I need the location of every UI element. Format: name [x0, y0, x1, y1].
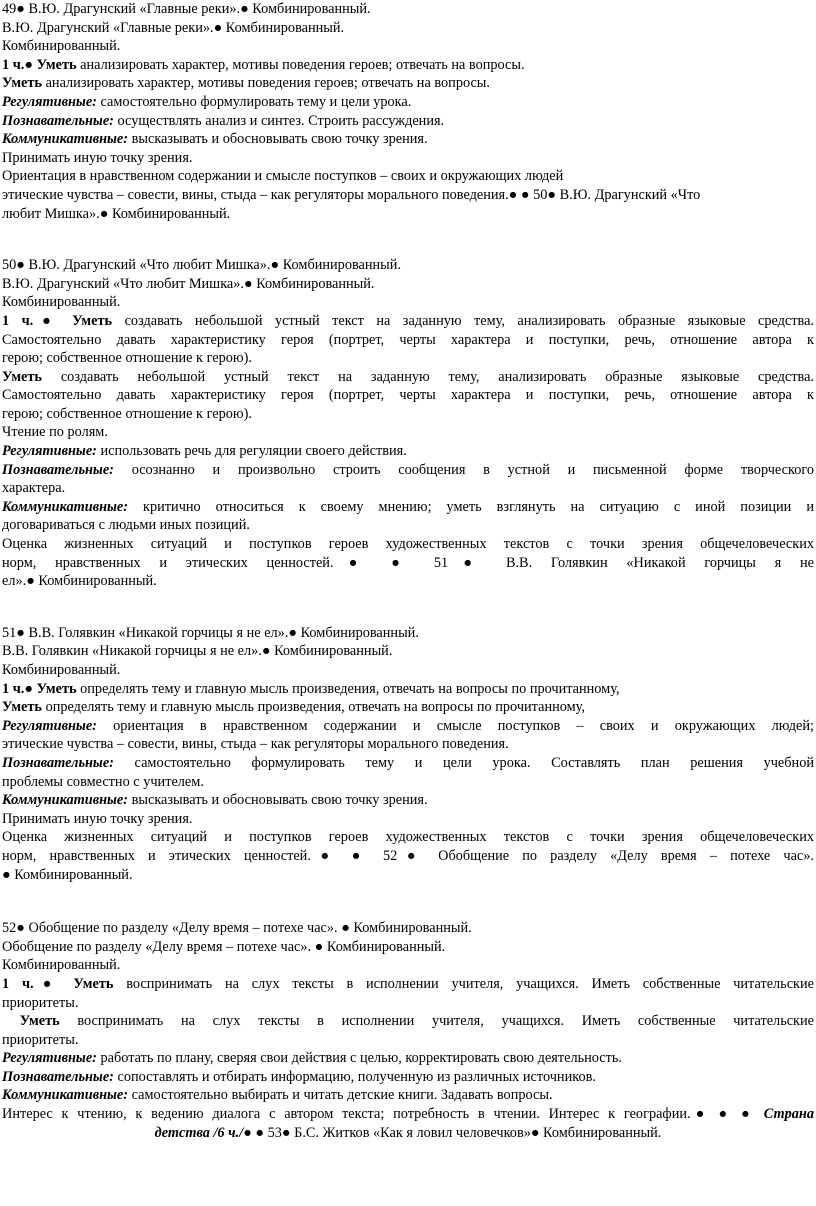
cognitive-line: [2, 112, 814, 131]
skills-text-cont: герою; собственное отношение к герою).: [2, 405, 252, 422]
personal-line: норм, нравственных и этических ценностей.● ● 52● Обобщение по разделу «Делу время – потехе час».: [2, 847, 814, 864]
skills-line-hours: [2, 680, 814, 699]
communicative-label: Коммуникативные:: [2, 498, 129, 515]
lesson-type: Комбинированный.: [2, 294, 121, 311]
cognitive-line: [2, 461, 814, 480]
personal-text: ● ● 53● Б.С. Житков «Как я ловил человечков»● Комбинированный.: [243, 1124, 662, 1141]
skills-line-hours: [2, 56, 814, 75]
skills-text-cont: приоритеты.: [2, 994, 79, 1011]
regulative-label: Регулятивные:: [2, 1050, 97, 1067]
regulative-text: использовать речь для регуляции своего действия.: [96, 443, 407, 460]
regulative-line: [2, 1049, 814, 1068]
skills-text: создавать небольшой устный текст на заданную тему, анализировать образные языковые средства.: [112, 312, 815, 329]
personal-line: ел».● Комбинированный.: [2, 573, 157, 590]
lesson-heading: 50● В.Ю. Драгунский «Что любит Мишка».● Комбинированный.: [2, 257, 402, 274]
regulative-line: [2, 93, 814, 112]
hours-label: 1 ч.● Уметь: [2, 312, 113, 329]
personal-line: Оценка жизненных ситуаций и поступков героев художественных текстов с точки зрения общечеловеческих: [2, 829, 814, 846]
cognitive-label: Познавательные:: [2, 1068, 114, 1085]
regulative-text: самостоятельно формулировать тему и цели урока.: [96, 93, 412, 110]
communicative-line: [2, 498, 814, 517]
next-section-title: детства /6 ч./: [154, 1124, 244, 1141]
lesson-type: Комбинированный.: [2, 38, 121, 55]
cognitive-line: [2, 1068, 814, 1087]
cognitive-line: [2, 754, 814, 773]
skills-text: определять тему и главную мысль произведения, отвечать на вопросы по прочитанному,: [42, 699, 585, 716]
spacer: [2, 223, 814, 256]
regulative-label: Регулятивные:: [2, 443, 97, 460]
personal-text: Интерес к чтению, к ведению диалога с автором текста; потребность в чтении. Интерес к географии.● ● ●: [2, 1106, 755, 1123]
skills-text-cont: герою; собственное отношение к герою).: [2, 350, 252, 367]
skills-line-hours: [2, 975, 814, 994]
personal-line: этические чувства – совести, вины, стыда – как регуляторы морального поведения.● ● 50● В.Ю. Драгунский «Что: [2, 186, 701, 203]
personal-line: [2, 1124, 814, 1143]
skills-text: создавать небольшой устный текст на заданную тему, анализировать образные языковые средства.: [42, 368, 814, 385]
personal-line: [2, 1105, 814, 1124]
skills-text-cont: приоритеты.: [2, 1031, 79, 1048]
lesson-title: Обобщение по разделу «Делу время – потехе час». ● Комбинированный.: [2, 938, 446, 955]
hours-label: 1 ч.● Уметь: [2, 56, 77, 73]
cognitive-text: осуществлять анализ и синтез. Строить рассуждения.: [113, 112, 445, 129]
skills-text-cont: Самостоятельно давать характеристику героя (портрет, черты характера и поступки, речь, отношение автора к: [2, 387, 814, 404]
skills-label: Уметь: [19, 1013, 60, 1030]
cognitive-text-cont: проблемы совместно с учителем.: [2, 773, 204, 790]
skills-text: воспринимать на слух тексты в исполнении учителя, учащихся. Иметь собственные читательские: [59, 1013, 815, 1030]
skills-line: [2, 698, 814, 717]
cognitive-text-cont: характера.: [2, 480, 66, 497]
skills-label: Уметь: [2, 368, 42, 385]
lesson-type: Комбинированный.: [2, 957, 121, 974]
skills-line-hours: [2, 312, 814, 331]
lesson-heading: 51● В.В. Голявкин «Никакой горчицы я не ел».● Комбинированный.: [2, 624, 419, 641]
skills-label: Уметь: [2, 699, 42, 716]
regulative-text: работать по плану, сверяя свои действия с целью, корректировать свою деятельность.: [96, 1050, 622, 1067]
spacer: [2, 884, 814, 919]
regulative-text-cont: этические чувства – совести, вины, стыда – как регуляторы морального поведения.: [2, 736, 509, 753]
communicative-label: Коммуникативные:: [2, 792, 129, 809]
cognitive-label: Познавательные:: [2, 112, 114, 129]
extra-line: Принимать иную точку зрения.: [2, 149, 193, 166]
lesson-heading: 49● В.Ю. Драгунский «Главные реки».● Комбинированный.: [2, 1, 371, 17]
spacer: [2, 591, 814, 624]
skills-text: воспринимать на слух тексты в исполнении учителя, учащихся. Иметь собственные читательские: [113, 975, 814, 992]
skills-text: анализировать характер, мотивы поведения героев; отвечать на вопросы.: [42, 75, 490, 92]
cognitive-text: осознанно и произвольно строить сообщения в устной и письменной форме творческого: [113, 461, 814, 478]
personal-line: ● Комбинированный.: [2, 866, 133, 883]
lesson-49: [2, 0, 814, 223]
regulative-line: [2, 442, 814, 461]
skills-text: анализировать характер, мотивы поведения героев; отвечать на вопросы.: [76, 56, 525, 73]
cognitive-label: Познавательные:: [2, 461, 114, 478]
personal-line: любит Мишка».● Комбинированный.: [2, 205, 231, 222]
communicative-text: самостоятельно выбирать и читать детские книги. Задавать вопросы.: [128, 1087, 553, 1104]
lesson-50: [2, 256, 814, 591]
communicative-text-cont: договариваться с людьми иных позиций.: [2, 517, 250, 534]
personal-line: норм, нравственных и этических ценностей.● ● 51● В.В. Голявкин «Никакой горчицы я не: [2, 554, 814, 571]
skills-text-cont: Самостоятельно давать характеристику героя (портрет, черты характера и поступки, речь, отношение автора к: [2, 331, 814, 348]
communicative-label: Коммуникативные:: [2, 1087, 129, 1104]
regulative-text: ориентация в нравственном содержании и смысле поступков – своих и окружающих людей;: [96, 717, 814, 734]
communicative-text: высказывать и обосновывать свою точку зрения.: [128, 792, 428, 809]
skills-line: [2, 1012, 814, 1031]
communicative-text: критично относиться к своему мнению; уметь взглянуть на ситуацию с иной позиции и: [128, 498, 814, 515]
skills-line: [2, 368, 814, 387]
hours-label: 1 ч.● Уметь: [2, 975, 114, 992]
cognitive-text: сопоставлять и отбирать информацию, полученную из различных источников.: [113, 1068, 596, 1085]
extra-line: Чтение по ролям.: [2, 424, 108, 441]
regulative-label: Регулятивные:: [2, 93, 97, 110]
cognitive-text: самостоятельно формулировать тему и цели урока. Составлять план решения учебной: [113, 754, 814, 771]
next-section-title: Страна: [754, 1106, 814, 1123]
cognitive-label: Познавательные:: [2, 754, 114, 771]
communicative-line: [2, 791, 814, 810]
personal-line: Ориентация в нравственном содержании и смысле поступков – своих и окружающих людей: [2, 168, 564, 185]
lesson-52: [2, 919, 814, 1142]
hours-label: 1 ч.● Уметь: [2, 680, 77, 697]
communicative-label: Коммуникативные:: [2, 131, 129, 148]
skills-text: определять тему и главную мысль произведения, отвечать на вопросы по прочитанному,: [76, 680, 620, 697]
communicative-text: высказывать и обосновывать свою точку зрения.: [128, 131, 428, 148]
skills-label: Уметь: [2, 75, 42, 92]
lesson-heading: 52● Обобщение по разделу «Делу время – потехе час». ● Комбинированный.: [2, 920, 472, 937]
lesson-title: В.Ю. Драгунский «Главные реки».● Комбинированный.: [2, 19, 345, 36]
regulative-line: [2, 717, 814, 736]
personal-line: Оценка жизненных ситуаций и поступков героев художественных текстов с точки зрения общечеловеческих: [2, 536, 814, 553]
skills-line: [2, 74, 814, 93]
lesson-51: [2, 624, 814, 884]
lesson-type: Комбинированный.: [2, 662, 121, 678]
extra-line: Принимать иную точку зрения.: [2, 810, 193, 827]
communicative-line: [2, 130, 814, 149]
lesson-title: В.В. Голявкин «Никакой горчицы я не ел».● Комбинированный.: [2, 643, 393, 660]
regulative-label: Регулятивные:: [2, 717, 97, 734]
lesson-title: В.Ю. Драгунский «Что любит Мишка».● Комбинированный.: [2, 275, 375, 292]
communicative-line: [2, 1086, 814, 1105]
